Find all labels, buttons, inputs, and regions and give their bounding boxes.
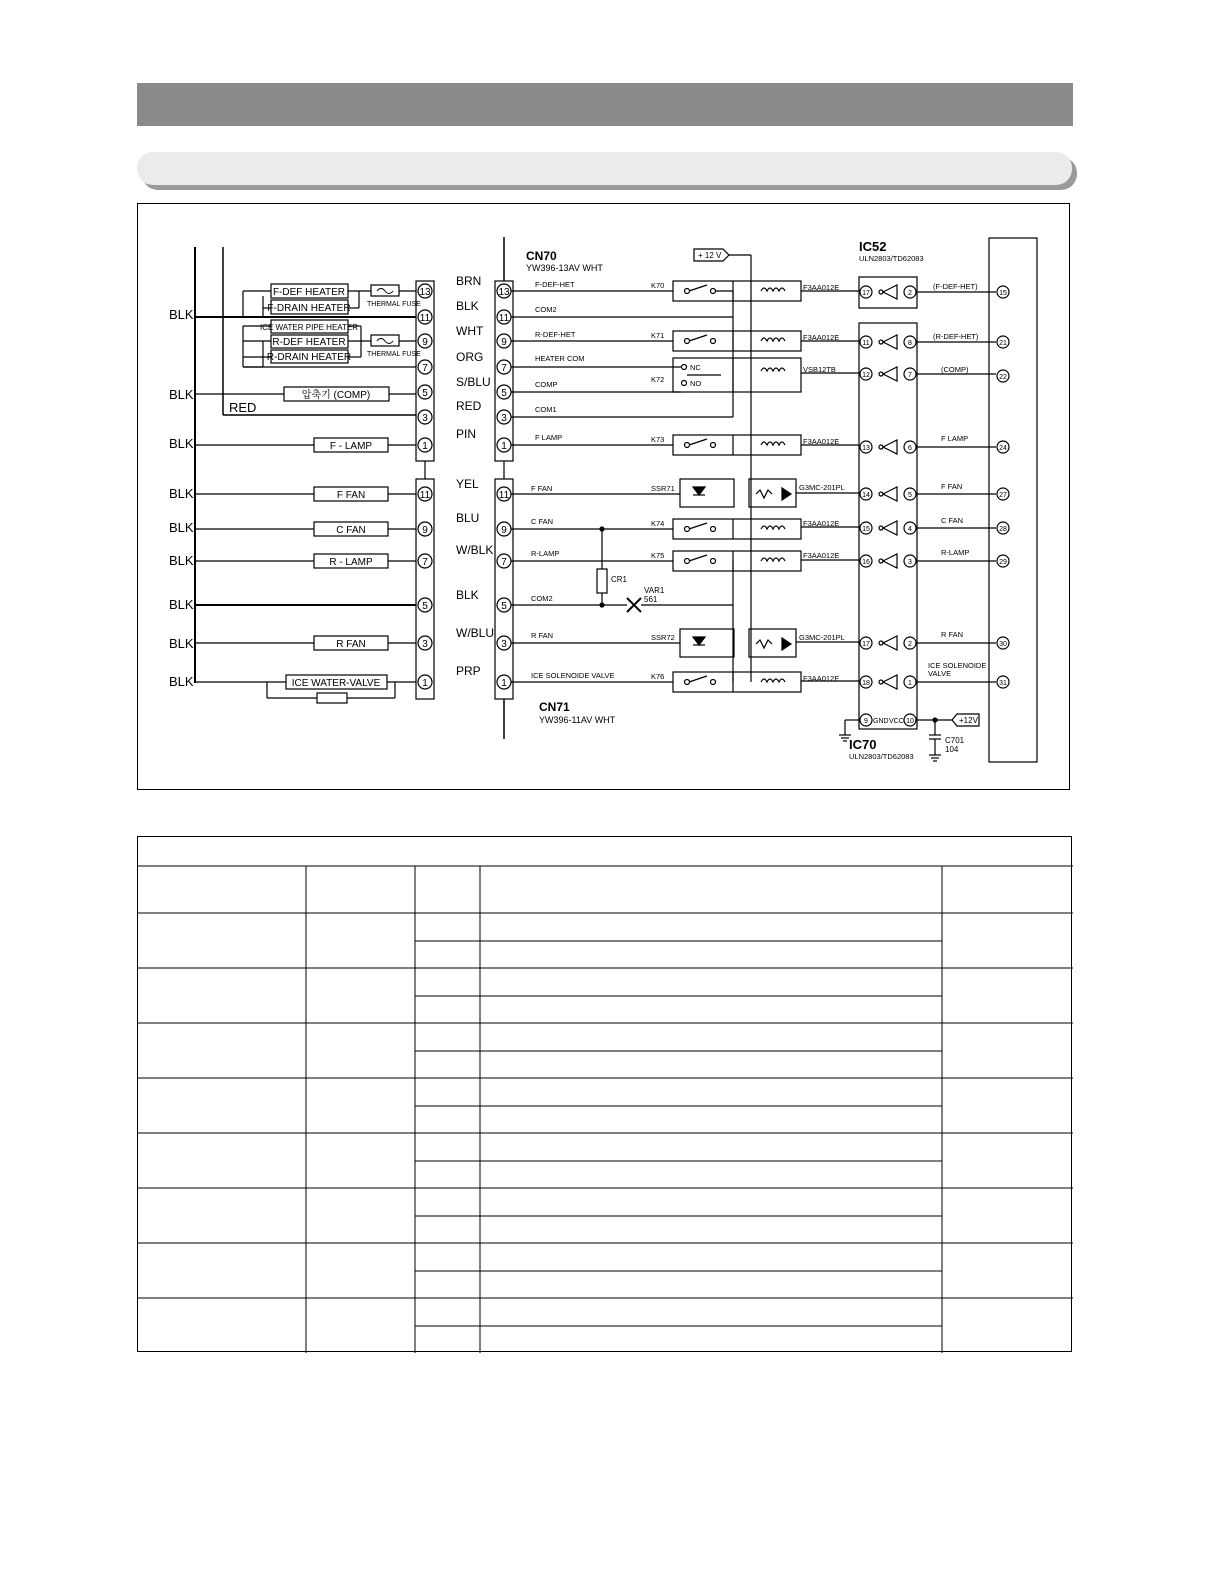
wire-color: YEL bbox=[456, 477, 479, 491]
pin-number: 1 bbox=[422, 441, 428, 452]
pin-number: 1 bbox=[501, 678, 507, 689]
output-pin: 15 bbox=[999, 290, 1007, 297]
ice-solenoide-label: ICE SOLENOIDE bbox=[928, 661, 987, 670]
relay-label: K70 bbox=[651, 281, 665, 290]
circuit-schematic bbox=[138, 204, 1071, 791]
ic70-part: ULN2803/TD62083 bbox=[849, 752, 914, 761]
wire-color: BRN bbox=[456, 274, 482, 288]
ic-output-pin: 1 bbox=[908, 680, 912, 687]
cr1 bbox=[597, 569, 607, 593]
pin-number: 11 bbox=[498, 313, 510, 324]
cn70-name: CN70 bbox=[526, 249, 557, 263]
spec-table-grid bbox=[138, 837, 1073, 1353]
pin-number: 3 bbox=[501, 639, 507, 650]
wire-color: BLU bbox=[456, 511, 480, 525]
f-drain-heater-label: F-DRAIN HEATER bbox=[267, 303, 351, 314]
ic-output-pin: 4 bbox=[908, 526, 912, 533]
output-pin: 21 bbox=[999, 340, 1007, 347]
ic52-out-pin: 2 bbox=[908, 290, 912, 297]
relay-label: K76 bbox=[651, 672, 665, 681]
output-label: (R-DEF-HET) bbox=[933, 332, 979, 341]
wire-color: W/BLK bbox=[456, 543, 494, 557]
signal-label: COM1 bbox=[535, 405, 557, 414]
pin-number: 9 bbox=[422, 337, 428, 348]
ic-input-pin: 12 bbox=[862, 372, 870, 379]
relay-label: K74 bbox=[651, 519, 665, 528]
section-header-bar bbox=[137, 83, 1073, 126]
c-fan-label: C FAN bbox=[336, 525, 366, 536]
wire-color: S/BLU bbox=[456, 375, 491, 389]
pin-number: 9 bbox=[501, 525, 507, 536]
relay-part: F3AA012E bbox=[803, 674, 840, 683]
pin-number: 9 bbox=[422, 525, 428, 536]
red-label: RED bbox=[229, 400, 257, 415]
supply-12v-label: + 12 V bbox=[698, 251, 722, 260]
pin-number: 3 bbox=[422, 639, 428, 650]
output-label: F FAN bbox=[941, 482, 963, 491]
c701-value: 104 bbox=[945, 745, 959, 754]
relay-label: SSR72 bbox=[651, 633, 675, 642]
ic70-gnd-label: GND bbox=[873, 718, 889, 725]
blk-label: BLK bbox=[169, 674, 194, 689]
signal-label: COM2 bbox=[531, 594, 553, 603]
relay-label: K73 bbox=[651, 435, 665, 444]
r-lamp-label: R - LAMP bbox=[329, 557, 373, 568]
var1-value: 561 bbox=[644, 595, 658, 604]
signal-label: C FAN bbox=[531, 517, 554, 526]
output-pin: 24 bbox=[999, 445, 1007, 452]
relay-part: F3AA012E bbox=[803, 333, 840, 342]
relay-part: F3AA012E bbox=[803, 437, 840, 446]
wire-color: BLK bbox=[456, 299, 479, 313]
wire-color: RED bbox=[456, 399, 482, 413]
cn71-left-housing bbox=[416, 479, 434, 699]
ic70-vcc-pin: 10 bbox=[906, 718, 914, 725]
pin-number: 13 bbox=[498, 287, 510, 298]
subsection-header-pill bbox=[137, 152, 1072, 185]
ic70-name: IC70 bbox=[849, 737, 877, 752]
ic52-in-pin: 17 bbox=[862, 290, 870, 297]
ic-input-pin: 16 bbox=[862, 559, 870, 566]
blk-label: BLK bbox=[169, 486, 194, 501]
output-pin: 22 bbox=[999, 374, 1007, 381]
ic-output-pin: 8 bbox=[908, 340, 912, 347]
blk-label: BLK bbox=[169, 597, 194, 612]
signal-label: R-DEF-HET bbox=[535, 330, 576, 339]
blk-label: BLK bbox=[169, 307, 194, 322]
ic-input-pin: 17 bbox=[862, 641, 870, 648]
relay-label: K71 bbox=[651, 331, 665, 340]
ic-output-pin: 7 bbox=[908, 372, 912, 379]
r-drain-heater-label: R-DRAIN HEATER bbox=[266, 352, 352, 363]
wire-color: WHT bbox=[456, 324, 484, 338]
output-pin: 31 bbox=[999, 680, 1007, 687]
ic-output-pin: 6 bbox=[908, 445, 912, 452]
pin-number: 3 bbox=[501, 413, 507, 424]
blk-label: BLK bbox=[169, 387, 194, 402]
relay-part: G3MC-201PL bbox=[799, 633, 845, 642]
wire-color: PIN bbox=[456, 427, 477, 441]
signal-label: COMP bbox=[535, 380, 558, 389]
ic-input-pin: 18 bbox=[862, 680, 870, 687]
ic-output-pin: 3 bbox=[908, 559, 912, 566]
ic-input-pin: 15 bbox=[862, 526, 870, 533]
pin-number: 7 bbox=[422, 363, 428, 374]
signal-label: R FAN bbox=[531, 631, 554, 640]
pin-number: 11 bbox=[419, 490, 431, 501]
output-label bbox=[928, 661, 988, 678]
output-pin: 30 bbox=[999, 641, 1007, 648]
ice-water-valve-label: ICE WATER-VALVE bbox=[291, 678, 381, 689]
ic52-part: ULN2803/TD62083 bbox=[859, 254, 924, 263]
pin-number: 11 bbox=[419, 313, 431, 324]
ice-water-pipe-heater-label: ICE WATER PIPE HEATER bbox=[259, 323, 359, 332]
ic-output-pin: 5 bbox=[908, 492, 912, 499]
ic70-gnd-pin: 9 bbox=[864, 718, 868, 725]
wire-color: PRP bbox=[456, 664, 481, 678]
pin-number: 13 bbox=[419, 287, 431, 298]
cr1-label: CR1 bbox=[611, 575, 628, 584]
signal-label: ICE SOLENOIDE VALVE bbox=[531, 671, 615, 680]
ice-solenoide-label-line2: VALVE bbox=[928, 669, 952, 678]
pin-number: 5 bbox=[422, 601, 428, 612]
pin-number: 1 bbox=[501, 441, 507, 452]
blk-label: BLK bbox=[169, 520, 194, 535]
relay-part: F3AA012E bbox=[803, 283, 840, 292]
thermal-fuse-1-label: THERMAL FUSE bbox=[367, 301, 421, 308]
signal-label: R-LAMP bbox=[531, 549, 560, 558]
relay-label: K75 bbox=[651, 551, 665, 560]
spec-table bbox=[137, 836, 1072, 1352]
relay-part: F3AA012E bbox=[803, 519, 840, 528]
f-def-heater-label: F-DEF HEATER bbox=[272, 287, 346, 298]
signal-label: F LAMP bbox=[535, 433, 563, 442]
relay-label: SSR71 bbox=[651, 484, 675, 493]
pin-number: 1 bbox=[422, 678, 428, 689]
ic-input-pin: 11 bbox=[862, 340, 870, 347]
blk-label: BLK bbox=[169, 553, 194, 568]
relay-part: F3AA012E bbox=[803, 551, 840, 560]
signal-label: COM2 bbox=[535, 305, 557, 314]
output-pin: 29 bbox=[999, 559, 1007, 566]
thermal-fuse-2-label: THERMAL FUSE bbox=[367, 351, 421, 358]
var1-label: VAR1 bbox=[644, 586, 665, 595]
blk-label: BLK bbox=[169, 636, 194, 651]
output-label: R-LAMP bbox=[941, 548, 970, 557]
output-label: (COMP) bbox=[941, 365, 969, 374]
pin-number: 3 bbox=[422, 413, 428, 424]
cn70-part: YW396-13AV WHT bbox=[526, 263, 603, 273]
pin-number: 7 bbox=[501, 363, 507, 374]
blk-label: BLK bbox=[169, 436, 194, 451]
signal-label: F-DEF-HET bbox=[535, 280, 575, 289]
f-lamp-label: F - LAMP bbox=[329, 441, 373, 452]
output-pin: 27 bbox=[999, 492, 1007, 499]
pin-number: 5 bbox=[501, 601, 507, 612]
cn71-name: CN71 bbox=[539, 700, 570, 714]
r-def-heater-label: R-DEF HEATER bbox=[272, 337, 346, 348]
ic70-supply-label: +12V bbox=[959, 716, 978, 725]
r-fan-label: R FAN bbox=[336, 639, 366, 650]
main-pcb-connector bbox=[989, 238, 1037, 762]
pin-number: 9 bbox=[501, 337, 507, 348]
ic52-name: IC52 bbox=[859, 239, 887, 254]
relay-part: G3MC-201PL bbox=[799, 483, 845, 492]
comp-label: 압축기 (COMP) bbox=[301, 390, 371, 401]
c701-name: C701 bbox=[945, 736, 965, 745]
signal-label: F FAN bbox=[531, 484, 553, 493]
pin-number: 7 bbox=[501, 557, 507, 568]
ic-input-pin: 13 bbox=[862, 445, 870, 452]
cn71-right-housing bbox=[495, 479, 513, 699]
signal-label: HEATER COM bbox=[535, 354, 585, 363]
wire-color: BLK bbox=[456, 588, 479, 602]
wire-color: W/BLU bbox=[456, 626, 495, 640]
f-fan-label: F FAN bbox=[336, 490, 366, 501]
relay-label: K72 bbox=[651, 375, 665, 384]
output-label: (F-DEF-HET) bbox=[933, 282, 978, 291]
pin-number: 11 bbox=[498, 490, 510, 501]
ic70-vcc-label: VCC bbox=[889, 718, 904, 725]
output-pin: 28 bbox=[999, 526, 1007, 533]
k72-nc-label: NC bbox=[690, 363, 701, 372]
output-label: F LAMP bbox=[941, 434, 969, 443]
var1 bbox=[627, 598, 641, 612]
cn71-part: YW396-11AV WHT bbox=[539, 715, 616, 725]
output-label: C FAN bbox=[941, 516, 964, 525]
k72-no-label: NO bbox=[690, 379, 702, 388]
pin-number: 5 bbox=[422, 388, 428, 399]
pin-number: 7 bbox=[422, 557, 428, 568]
ic-input-pin: 14 bbox=[862, 492, 870, 499]
ic-output-pin: 2 bbox=[908, 641, 912, 648]
output-label: R FAN bbox=[941, 630, 964, 639]
pin-number: 5 bbox=[501, 388, 507, 399]
wire-color: ORG bbox=[456, 350, 484, 364]
relay-part: VSB12TB bbox=[803, 365, 836, 374]
circuit-diagram bbox=[137, 203, 1070, 790]
